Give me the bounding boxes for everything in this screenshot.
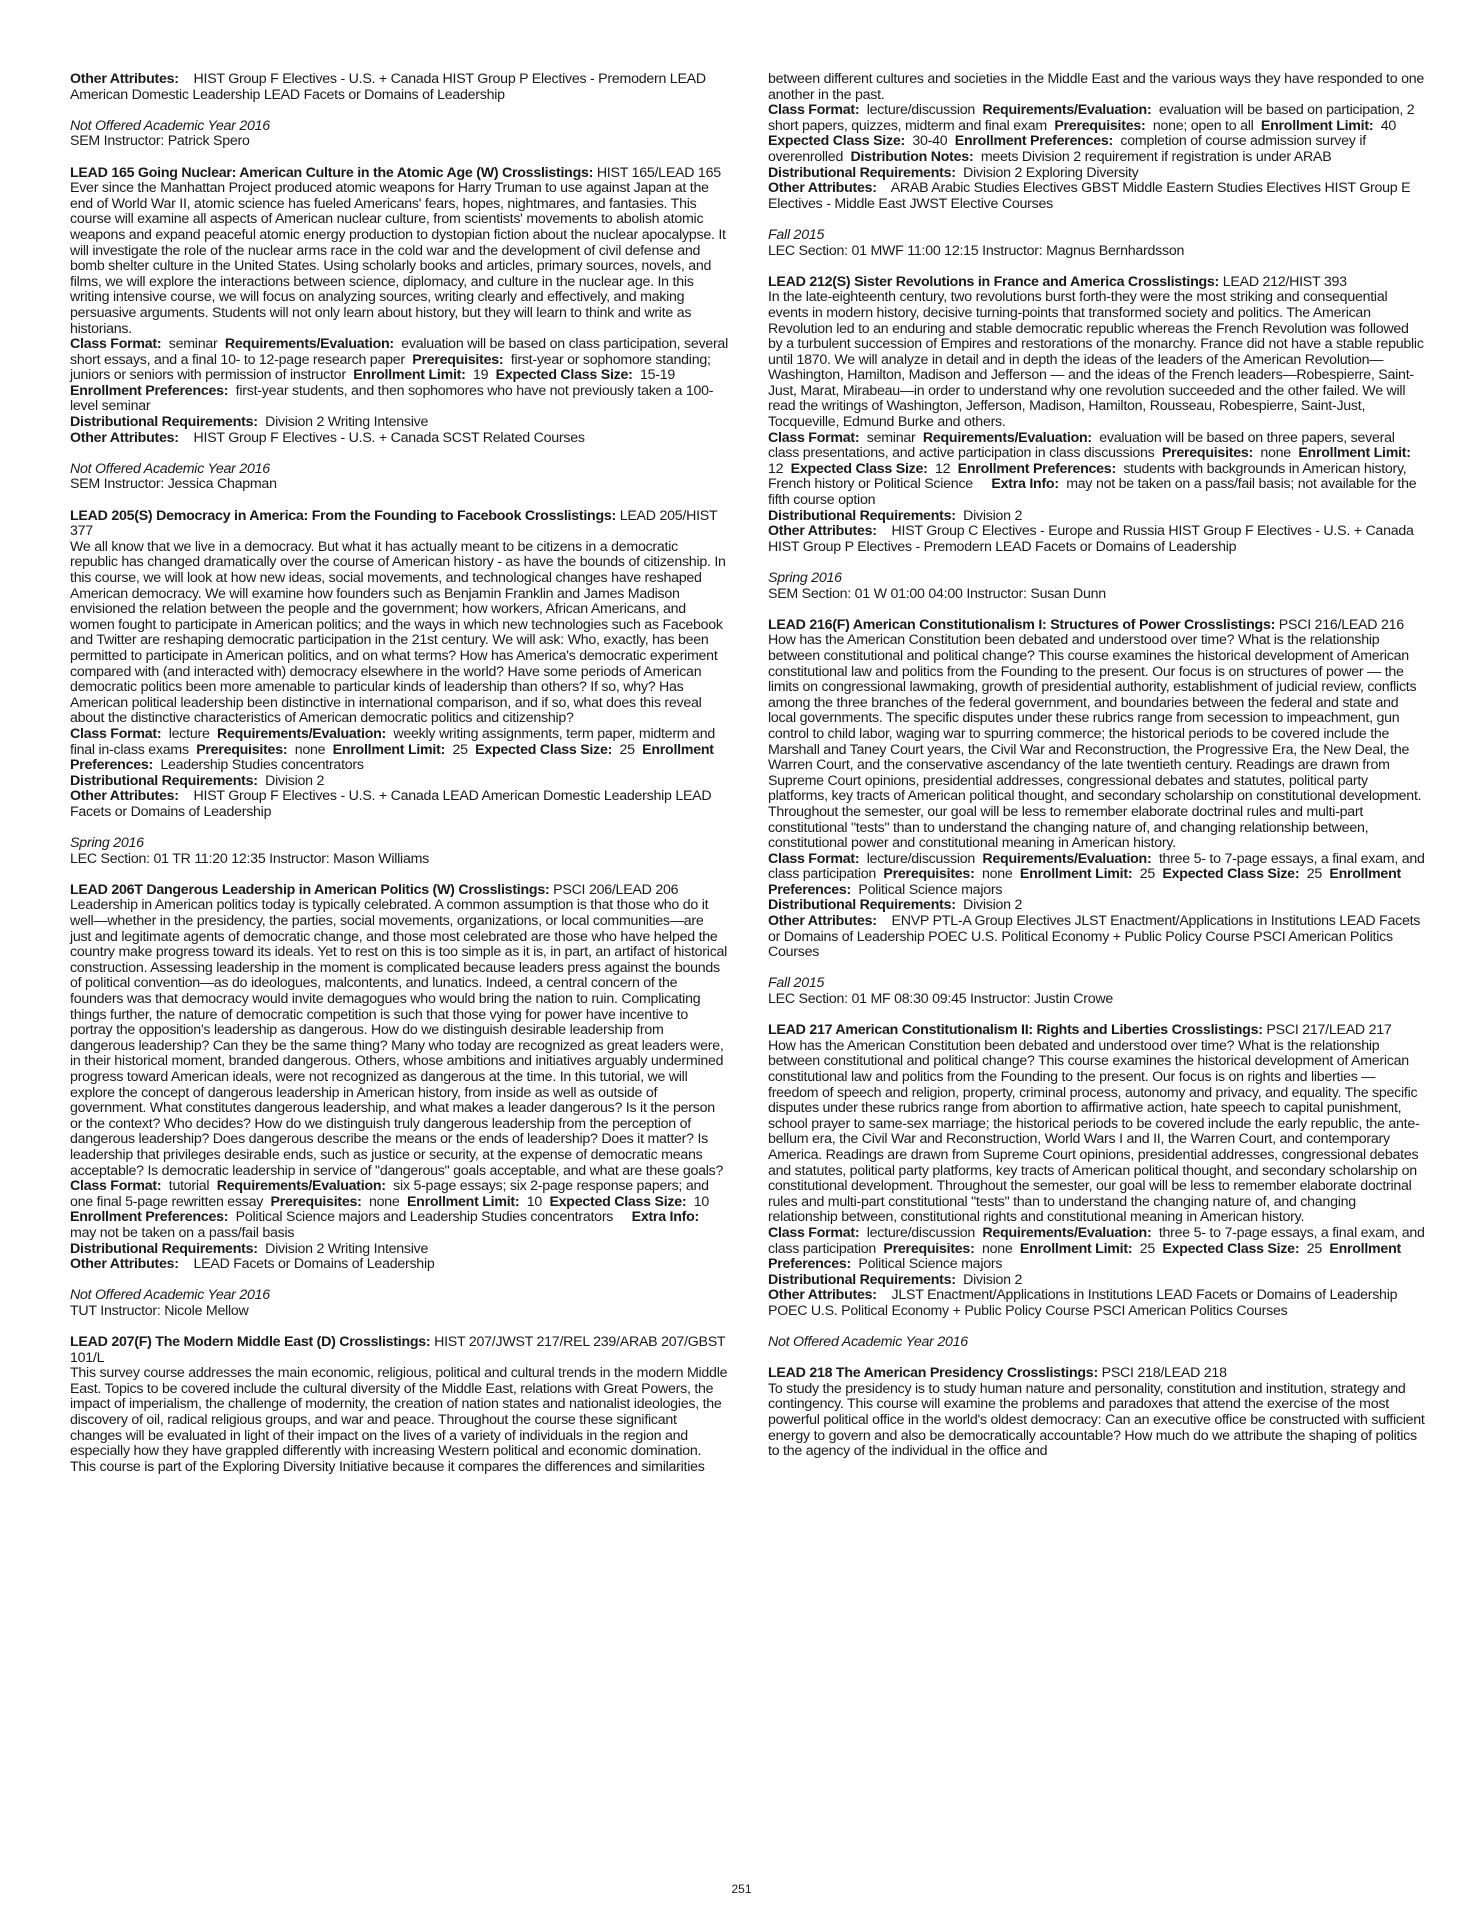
section-info: SEM Section: 01 W 01:00 04:00 Instructor: Susan Dunn: [768, 585, 1106, 602]
term: Not Offered Academic Year 2016: [70, 460, 270, 477]
course-lead-212: [768, 275, 1426, 602]
section-info: TUT Instructor: Nicole Mellow: [70, 1302, 249, 1319]
distributional-requirements: Distributional Requirements: Division 2: [768, 1271, 1023, 1288]
course-title: LEAD 206T Dangerous Leadership in American Politics (W) Crosslistings: PSCI 206/LEAD 206: [70, 881, 679, 898]
course-title: LEAD 205(S) Democracy in America: From the Founding to Facebook Crosslistings: LEAD 205/HIST 377: [70, 507, 718, 540]
page-number: 251: [731, 1882, 752, 1896]
term: Not Offered Academic Year 2016: [70, 1287, 270, 1304]
other-attributes: Other Attributes: ARAB Arabic Studies Electives GBST Middle Eastern Studies Electives HIST Group E Electives - Middle East JWST Elective Courses: [768, 180, 1411, 212]
course-details: Class Format: tutorial Requirements/Evaluation: six 5-page essays; six 2-page response papers; and one final 5-page rewritten essay Prerequisites: none Enrollment Limit: 10 Expected Class Size: 10 Enrollment Preferences: Political Science majors and Leadership Studies concentrators Extra Info: may not be taken on a pass/fail basis: [70, 1178, 710, 1241]
other-attributes: Other Attributes: HIST Group F Electives - U.S. + Canada HIST Group P Electives - Premodern LEAD American Domestic Leadership LEAD Facets or Domains of Leadership: [70, 71, 706, 103]
course-details: Class Format: lecture/discussion Requirements/Evaluation: three 5- to 7-page essays, a final exam, and class participation Prerequisites: none Enrollment Limit: 25 Expected Class Size: 25 Enrollment Preferences: Political Science majors: [768, 850, 1425, 898]
distributional-requirements: Distributional Requirements: Division 2 Writing Intensive: [70, 1240, 429, 1257]
course-title: LEAD 216(F) American Constitutionalism I: Structures of Power Crosslistings: PSCI 216/LEAD 216: [768, 616, 1404, 633]
other-attributes: Other Attributes: HIST Group C Electives - Europe and Russia HIST Group F Electives - U.S. + Canada HIST Group P Electives - Premodern LEAD Facets or Domains of Leadership: [768, 523, 1414, 555]
course-description: To study the presidency is to study human nature and personality, constitution and institution, strategy and contingency. This course will examine the problems and paradoxes that attend the exercise of the most powerful political office in the world's oldest democracy: Can an executive office be constructed with sufficient energy to govern and also be democratically accountable? How much do we attribute the shaping of politics to the agency of the individual in the office and: [768, 1380, 1425, 1460]
course-title: LEAD 217 American Constitutionalism II: Rights and Liberties Crosslistings: PSCI 217/LEAD 217: [768, 1022, 1392, 1039]
term: Not Offered Academic Year 2016: [768, 1334, 968, 1351]
term: Fall 2015: [768, 226, 825, 243]
course-title: LEAD 218 The American Presidency Crosslistings: PSCI 218/LEAD 218: [768, 1365, 1227, 1382]
course-description: How has the American Constitution been debated and understood over time? What is the relationship between constitutional and political change? This course examines the historical development of American constitutional law and politics from the Founding to the present. Our focus is on structures of power — the limits on congressional lawmaking, growth of presidential authority, establishment of judicial review, conflicts among the three branches of the federal government, and boundaries between the federal and state and local governments. The specific disputes under these rubrics range from secession to impeachment, gun control to child labor, waging war to spurring commerce; the historical periods to be covered include the Marshall and Taney Court years, the Civil War and Reconstruction, the Progressive Era, the New Deal, the Warren Court, and the conservative ascendancy of the late twentieth century. Readings are drawn from Supreme Court opinions, presidential addresses, congressional debates and statutes, political party platforms, key tracts of American political thought, and secondary scholarship on constitutional development. Throughout the semester, our goal will be less to remember elaborate doctrinal rules and multi-part constitutional "tests" than to understand the changing nature of, and changing relationship between, constitutional power and constitutional meaning in American history.: [768, 632, 1422, 852]
course-details: Class Format: seminar Requirements/Evaluation: evaluation will be based on three papers, several class presentations, and active participation in class discussions Prerequisites: none Enrollment Limit: 12 Expected Class Size: 12 Enrollment Preferences: students with backgrounds in American history, French history or Political Science Extra Info: may not be taken on a pass/fail basis; not available for the fifth course option: [768, 429, 1417, 509]
right-column: [768, 72, 1426, 1460]
course-lead-207-continued: [768, 72, 1426, 259]
other-attributes: Other Attributes: LEAD Facets or Domains of Leadership: [70, 1256, 435, 1273]
term: Spring 2016: [768, 570, 842, 586]
term: Fall 2015: [768, 975, 825, 992]
course-description: In the late-eighteenth century, two revolutions burst forth-they were the most striking and consequential events in modern history, decisive turning-points that transformed society and politics. The American Revolution led to an enduring and stable democratic republic whereas the French Revolution was followed by a turbulent succession of Empires and restorations of the monarchy. France did not have a stable republic until 1870. We will analyze in detail and in depth the ideas of the leaders of the American Revolution—Washington, Hamilton, Madison and Jefferson — and the ideas of the French leaders—Robespierre, Saint-Just, Marat, Mirabeau—in order to understand why one revolution succeeded and the other failed. We will read the writings of Washington, Jefferson, Madison, Hamilton, Rousseau, Robespierre, Saint-Just, Tocqueville, Edmund Burke and others.: [768, 289, 1424, 431]
section-info: LEC Section: 01 MWF 11:00 12:15 Instructor: Magnus Bernhardsson: [768, 242, 1185, 259]
distributional-requirements: Distributional Requirements: Division 2 Exploring Diversity: [768, 164, 1139, 181]
distributional-requirements: Distributional Requirements: Division 2: [768, 507, 1023, 524]
section-info: LEC Section: 01 TR 11:20 12:35 Instructor: Mason Williams: [70, 850, 429, 867]
course-title: LEAD 212(S) Sister Revolutions in France and America Crosslistings: LEAD 212/HIST 393: [768, 273, 1347, 290]
distributional-requirements: Distributional Requirements: Division 2 Writing Intensive: [70, 414, 429, 431]
other-attributes: Other Attributes: HIST Group F Electives - U.S. + Canada SCST Related Courses: [70, 429, 585, 446]
course-description: We all know that we live in a democracy. But what it has actually meant to be citizens in a democratic republic has changed dramatically over the course of American history - as have the bounds of citizenship. In this course, we will look at how new ideas, social movements, and technological changes have reshaped American democracy. We will examine how founders such as Benjamin Franklin and James Madison envisioned the relation between the people and the government; how workers, African Americans, and women fought to participate in American politics; and the ways in which new technologies such as Facebook and Twitter are reshaping democratic participation in the 21st century. We will ask: Who, exactly, has been permitted to participate in American politics, and on what terms? How has America's democratic experiment compared with (and interacted with) democracy elsewhere in the world? Have some periods of American democratic politics been more amenable to particular kinds of leadership than others? If so, why? Has American political leadership been distinctive in international comparison, and if so, what does this reveal about the distinctive characteristics of American democratic politics and citizenship?: [70, 538, 726, 727]
distributional-requirements: Distributional Requirements: Division 2: [70, 772, 325, 789]
section-info: SEM Instructor: Jessica Chapman: [70, 476, 277, 493]
course-details: Class Format: lecture/discussion Requirements/Evaluation: three 5- to 7-page essays, a final exam, and class participation Prerequisites: none Enrollment Limit: 25 Expected Class Size: 25 Enrollment Preferences: Political Science majors: [768, 1224, 1425, 1273]
course-lead-206t: [70, 883, 728, 1320]
course-lead-218: [768, 1366, 1426, 1460]
course-lead-207: [70, 1335, 728, 1475]
course-details: Class Format: seminar Requirements/Evaluation: evaluation will be based on class participation, several short essays, and a final 10- to 12-page research paper Prerequisites: first-year or sophomore standing; juniors or seniors with permission of instructor Enrollment Limit: 19 Expected Class Size: 15-19 Enrollment Preferences: first-year students, and then sophomores who have not previously taken a 100-level seminar: [70, 336, 728, 415]
course-description: between different cultures and societies in the Middle East and the various ways they have responded to one another in the past.: [768, 71, 1424, 103]
section-info: SEM Instructor: Patrick Spero: [70, 133, 250, 150]
course-description: Ever since the Manhattan Project produced atomic weapons for Harry Truman to use against Japan at the end of World War II, atomic science has fueled Americans' fears, hopes, nightmares, and fantasies. This course will examine all aspects of American nuclear culture, from scientists' movements to abolish atomic weapons and expand peaceful atomic energy production to dystopian fiction about the nuclear apocalypse. It will investigate the role of the nuclear arms race in the cold war and the development of civil defense and bomb shelter culture in the United States. Using scholarly books and articles, primary sources, novels, and films, we will explore the interactions between science, diplomacy, and culture in the nuclear age. In this writing intensive course, we will focus on analyzing sources, writing clearly and effectively, and making persuasive arguments. Students will not only learn about history, but they will learn to think and write as historians.: [70, 180, 726, 337]
other-attributes: Other Attributes: JLST Enactment/Applications in Institutions LEAD Facets or Domains of Leadership POEC U.S. Political Economy + Public Policy Course PSCI American Politics Courses: [768, 1287, 1398, 1319]
course-description: Leadership in American politics today is typically celebrated. A common assumption is that those who do it well—whether in the presidency, the parties, social movements, organizations, or local communities—are just and legitimate agents of democratic change, and those most celebrated are those who have helped the country make progress toward its ideals. Yet to rest on this is too simple as it is, in part, an artifact of historical construction. Assessing leadership in the moment is complicated because leaders press against the bounds of political convention—as do ideologues, malcontents, and lunatics. Indeed, a central concern of the founders was that democracy would invite demagogues who would bring the nation to ruin. Complicating things further, the nature of democratic competition is such that those vying for power have incentive to portray the opposition's leadership as dangerous. How do we distinguish desirable leadership from dangerous leadership? Can they be the same thing? Many who today are recognized as great leaders were, in their historical moment, branded dangerous. Others, whose ambitions and initiatives arguably undermined progress toward American ideals, were not recognized as dangerous at the time. In this tutorial, we will explore the concept of dangerous leadership in American history, from inside as well as outside of government. What constitutes dangerous leadership, and what makes a leader dangerous? Is it the person or the context? Who decides? How do we distinguish truly dangerous leadership from the perception of dangerous leadership? Does dangerous describe the means or the ends of leadership? Does it matter? Is leadership that privileges desirable ends, such as justice or security, at the expense of democratic means acceptable? Is democratic leadership in service of "dangerous" goals acceptable, and what are these goals?: [70, 897, 728, 1179]
course-details: Class Format: lecture/discussion Requirements/Evaluation: evaluation will be based on participation, 2 short papers, quizzes, midterm and final exam Prerequisites: none; open to all Enrollment Limit: 40 Expected Class Size: 30-40 Enrollment Preferences: completion of course admission survey if overenrolled Distribution Notes: meets Division 2 requirement if registration is under ARAB: [768, 102, 1415, 165]
course-lead-217: [768, 1023, 1426, 1350]
course-description: This survey course addresses the main economic, religious, political and cultural trends in the modern Middle East. Topics to be covered include the cultural diversity of the Middle East, relations with Great Powers, the impact of imperialism, the challenge of modernity, the creation of nation states and nationalist ideologies, the discovery of oil, radical religious groups, and war and peace. Throughout the course these significant changes will be evaluated in light of their impact on the lives of a variety of individuals in the region and especially how they have grappled differently with increasing Western political and economic domination. This course is part of the Exploring Diversity Initiative because it compares the differences and similarities: [70, 1365, 728, 1475]
other-attributes: Other Attributes: ENVP PTL-A Group Electives JLST Enactment/Applications in Institutions LEAD Facets or Domains of Leadership POEC U.S. Political Economy + Public Policy Course PSCI American Politics Courses: [768, 913, 1421, 961]
section-info: LEC Section: 01 MF 08:30 09:45 Instructor: Justin Crowe: [768, 991, 1114, 1008]
distributional-requirements: Distributional Requirements: Division 2: [768, 897, 1023, 914]
course-title: LEAD 207(F) The Modern Middle East (D) Crosslistings: HIST 207/JWST 217/REL 239/ARAB 207/GBST 101/L: [70, 1334, 726, 1366]
course-lead-165: [70, 166, 728, 493]
term: Not Offered Academic Year 2016: [70, 117, 270, 134]
course-title: LEAD 165 Going Nuclear: American Culture in the Atomic Age (W) Crosslistings: HIST 165/LEAD 165: [70, 164, 721, 181]
course-details: Class Format: lecture Requirements/Evaluation: weekly writing assignments, term paper, midterm and final in-class exams Prerequisites: none Enrollment Limit: 25 Expected Class Size: 25 Enrollment Preferences: Leadership Studies concentrators: [70, 725, 715, 774]
course-lead-205: [70, 509, 728, 868]
course-lead-216: [768, 618, 1426, 1008]
term: Spring 2016: [70, 835, 144, 852]
other-attributes: Other Attributes: HIST Group F Electives - U.S. + Canada LEAD American Domestic Leadership LEAD Facets or Domains of Leadership: [70, 788, 712, 820]
course-description: How has the American Constitution been debated and understood over time? What is the relationship between constitutional and political change? This course examines the historical development of American constitutional law and politics from the Founding to the present. Our focus is on rights and liberties — freedom of speech and religion, property, criminal process, autonomy and privacy, and equality. The specific disputes under these rubrics range from abortion to affirmative action, hate speech to capital punishment, school prayer to same-sex marriage; the historical periods to be covered include the early republic, the ante-bellum era, the Civil War and Reconstruction, World Wars I and II, the Warren Court, and contemporary America. Readings are drawn from Supreme Court opinions, presidential addresses, congressional debates and statutes, political party platforms, key tracts of American political thought, and secondary scholarship on constitutional development. Throughout the semester, our goal will be less to remember elaborate doctrinal rules and multi-part constitutional "tests" than to understand the changing nature of, and changing relationship between, constitutional rights and constitutional meaning in American history.: [768, 1037, 1420, 1226]
left-column: [70, 72, 728, 1475]
